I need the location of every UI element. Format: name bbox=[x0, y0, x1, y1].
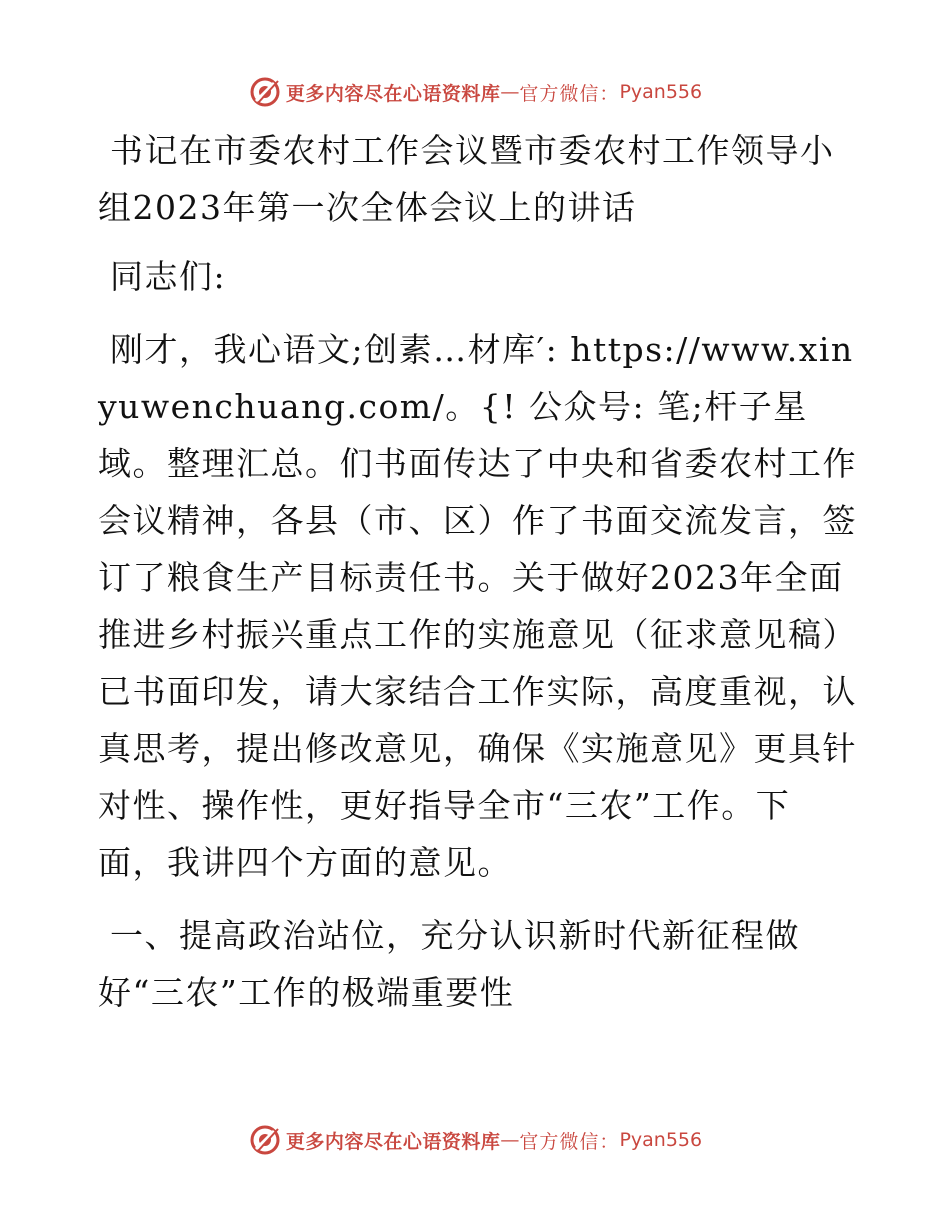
brand-logo-icon bbox=[248, 1123, 282, 1157]
watermark-dash: — bbox=[500, 1129, 520, 1151]
watermark-main-text: 更多内容尽在心语资料库 bbox=[285, 1130, 501, 1153]
section-heading: 一、提高政治站位，充分认识新时代新征程做好“三农”工作的极端重要性 bbox=[98, 916, 800, 1012]
document-body bbox=[98, 122, 858, 1021]
watermark-main-text: 更多内容尽在心语资料库 bbox=[285, 82, 501, 105]
document-greeting: 同志们: bbox=[110, 257, 227, 296]
watermark-dash: — bbox=[500, 81, 520, 103]
watermark-sub-text: 官方微信： bbox=[519, 82, 620, 105]
document-title: 书记在市委农村工作会议暨市委农村工作领导小组2023年第一次全体会议上的讲话 bbox=[98, 131, 835, 227]
header-watermark bbox=[0, 72, 950, 112]
watermark-sub-text: 官方微信： bbox=[519, 1130, 620, 1153]
watermark-wechat-id: Pyan556 bbox=[619, 81, 703, 103]
document-paragraph: 刚才，我心语文;创素…材库′: https://www.xinyuwenchuang.com/。{! 公众号: 笔;杆子星域。整理汇总。们书面传达了中央和省委农村工作会议精神，各县（市、区）作了书面交流发言，签订了粮食生产目标责任书。关于做好2023年全面推进乡村振兴重点工作的实施意见（征求意见稿）已书面印发，请大家结合工作实际，高度重视，认真思考，提出修改意见，确保《实施意见》更具针对性、操作性，更好指导全市“三农”工作。下面，我讲四个方面的意见。 bbox=[98, 330, 857, 882]
watermark-wechat-id: Pyan556 bbox=[619, 1129, 703, 1151]
brand-logo-icon bbox=[248, 75, 282, 109]
footer-watermark bbox=[0, 1120, 950, 1160]
